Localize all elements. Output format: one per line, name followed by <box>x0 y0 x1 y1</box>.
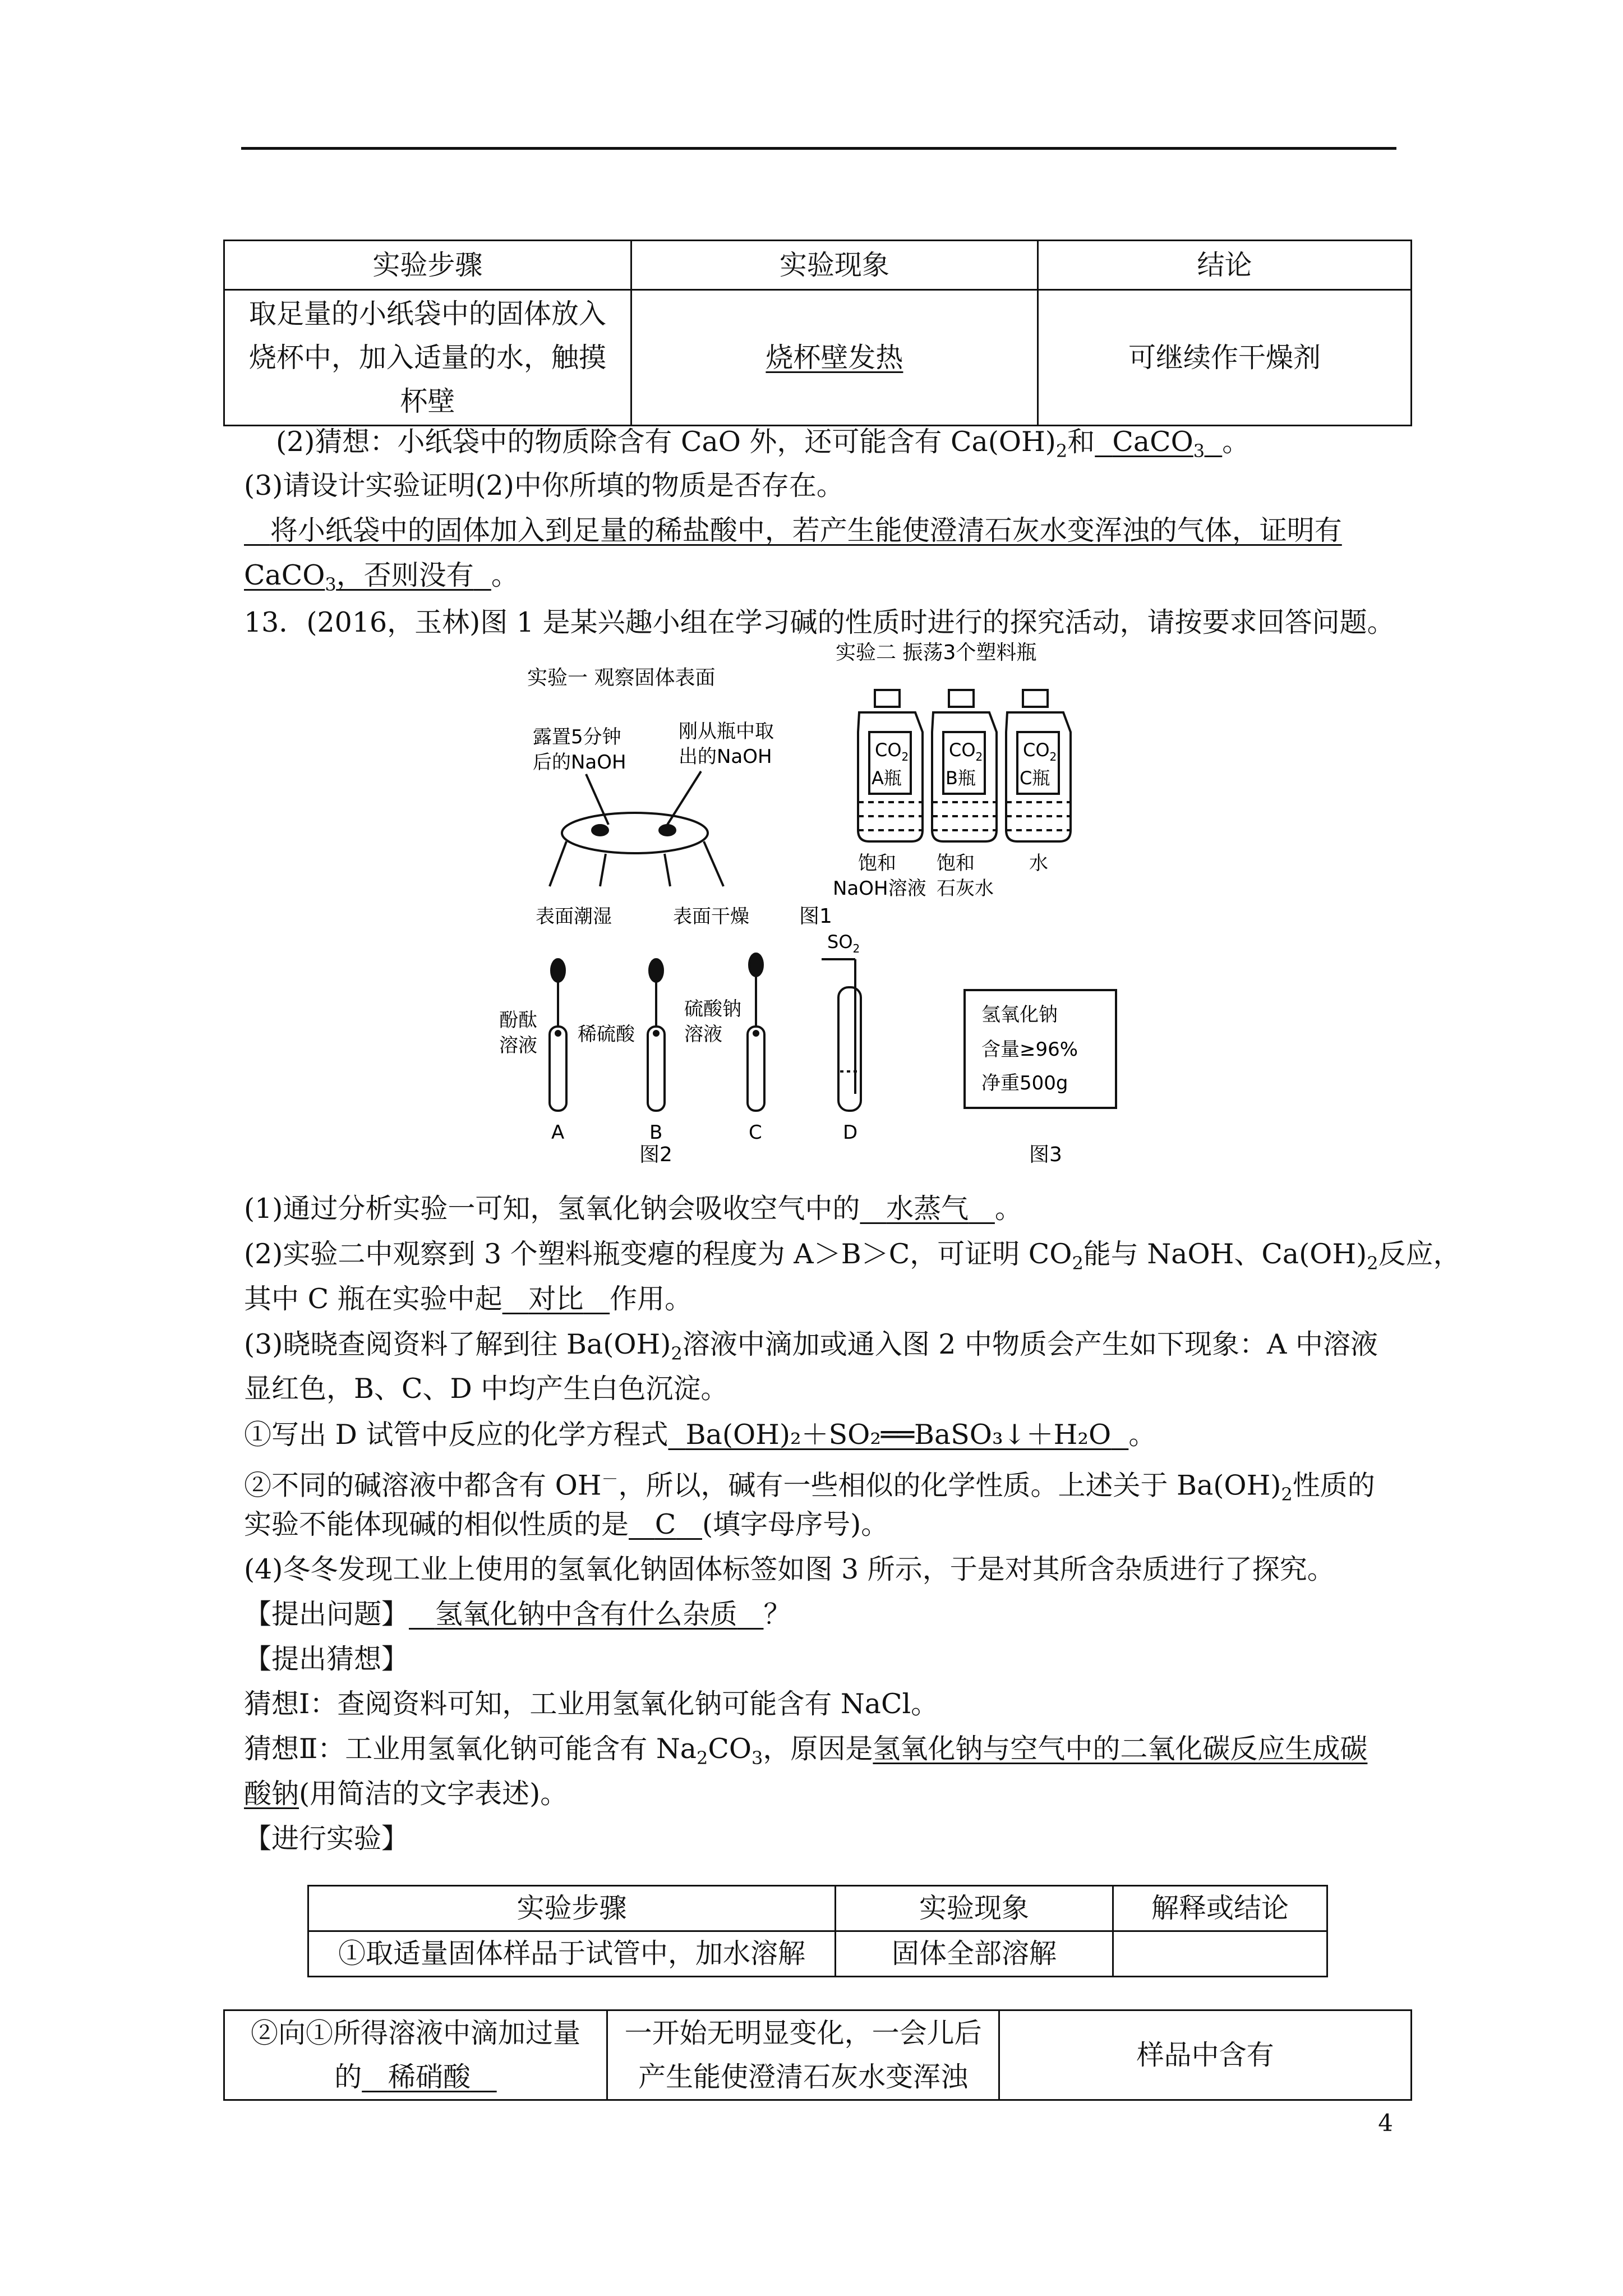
q13-3-sub: 2 <box>671 1342 683 1364</box>
q2-answer <box>1095 426 1222 462</box>
exp1-title: 实验一 观察固体表面 <box>527 666 716 689</box>
tube-a-label: A <box>551 1121 565 1144</box>
q13-part3-line2: 显红色，B、C、D 中均产生白色沉淀。 <box>244 1373 728 1405</box>
table1-header-conclusion: 结论 <box>1038 241 1412 290</box>
reagent-c-1: 硫酸钠 <box>684 998 741 1020</box>
q13-1-text: (1)通过分析实验一可知，氢氧化钠会吸收空气中的 <box>244 1193 860 1225</box>
q13-3-text-b: 溶液中滴加或通入图 2 中物质会产生如下现象：A 中溶液 <box>682 1328 1378 1360</box>
figure-3-caption: 图3 <box>1029 1143 1062 1166</box>
q13-3-text-a: (3)晓晓查阅资料了解到往 Ba(OH) <box>244 1328 671 1360</box>
tube-b-label: B <box>649 1121 663 1144</box>
q13-4-guess2-sub2: 3 <box>751 1747 763 1769</box>
q2-sub: 2 <box>1055 440 1068 462</box>
q13-2-text-b: 能与 NaOH、Ca(OH) <box>1083 1238 1367 1270</box>
tube-c-label: C <box>749 1121 762 1144</box>
watch-glass-icon <box>550 771 723 886</box>
q13-3-sub2-end: (填字母序号)。 <box>702 1508 889 1540</box>
q13-3-equation <box>668 1419 1128 1451</box>
label-fresh-2: 出的NaOH <box>679 746 772 768</box>
q13-2-text-c: 反应， <box>1378 1238 1461 1270</box>
bottle-a-gas: $CO_2$ <box>875 739 909 763</box>
q13-2-line2: 其中 C 瓶在实验中起 <box>244 1283 502 1315</box>
q3-answer-line2 <box>244 553 519 607</box>
q3-answer-underline-2 <box>244 559 491 595</box>
q13-3-sub2-line2: 实验不能体现碱的相似性质的是 <box>244 1508 629 1540</box>
table3-step-line-2 <box>233 2055 598 2099</box>
q13-4-ask-answer-text: 氢氧化钠中含有什么杂质 <box>435 1598 737 1630</box>
q13-4-exp-label: 【进行实验】 <box>244 1823 409 1855</box>
table3-step-answer-text: 稀硝酸 <box>388 2060 471 2093</box>
table1-step-line: 取足量的小纸袋中的固体放入 <box>248 297 606 330</box>
experiment-table-3 <box>223 2009 1412 2101</box>
q2-mid: 和 <box>1067 426 1095 458</box>
table3-phenomenon-cell <box>607 2010 999 2100</box>
q13-3-sub2-b: ，所以，碱有一些相似的化学性质。上述关于 Ba(OH) <box>618 1469 1281 1502</box>
experiment-table-2 <box>307 1885 1328 1977</box>
q13-4-ask <box>244 1592 791 1637</box>
header-rule <box>241 147 1396 150</box>
table1-step-cell <box>224 290 631 426</box>
bottle-b-icon <box>932 690 997 841</box>
q13-4-ask-end: ？ <box>763 1598 791 1630</box>
table3-step-answer <box>362 2061 496 2093</box>
reagent-a-2: 溶液 <box>499 1034 537 1057</box>
q13-3-sub2-sup: － <box>601 1470 619 1489</box>
label-fresh-1: 刚从瓶中取 <box>679 720 774 743</box>
label-box-line-1: 氢氧化钠 <box>981 1004 1058 1026</box>
bottle-a-content-1: 饱和 <box>858 852 896 875</box>
q13-part3-sub1 <box>244 1412 1156 1457</box>
q3-answer-line1 <box>244 508 1342 553</box>
q3-answer-text-2a: CaCO <box>244 559 325 591</box>
table1-phenomenon-cell <box>631 290 1038 426</box>
q13-1-end: 。 <box>994 1193 1022 1225</box>
q3-answer-text-1: 将小纸袋中的固体加入到足量的稀盐酸中，若产生能使澄清石灰水变浑浊的气体，证明有 <box>270 514 1342 546</box>
table2-row1-step: ①取适量固体样品于试管中，加水溶解 <box>308 1931 836 1977</box>
so2-label: $SO_2$ <box>827 931 860 955</box>
bottle-c-label: C瓶 <box>1020 767 1050 789</box>
q3-end: 。 <box>491 559 519 591</box>
q13-part1 <box>244 1186 1022 1231</box>
table2-header-step: 实验步骤 <box>308 1886 836 1931</box>
q13-4-guess2-answer-2: 酸钠 <box>244 1778 299 1810</box>
table2-header-phenomenon: 实验现象 <box>836 1886 1113 1931</box>
q13-4-guess2-c: ，原因是 <box>763 1733 873 1765</box>
table1-conclusion-cell: 可继续作干燥剂 <box>1038 290 1412 426</box>
question-13: 13．(2016，玉林)图 1 是某兴趣小组在学习碱的性质时进行的探究活动，请按要求回答问题。 <box>244 606 1395 638</box>
q13-2-sub-a: 2 <box>1072 1252 1083 1274</box>
label-dry: 表面干燥 <box>673 905 749 928</box>
bottle-b-gas: $CO_2$ <box>949 739 983 763</box>
q13-part3-sub2-line2 <box>244 1502 888 1547</box>
bottle-a-content-2: NaOH溶液 <box>833 877 926 900</box>
q3-answer-underline <box>244 514 1342 546</box>
bottle-c-gas: $CO_2$ <box>1023 739 1057 763</box>
q3-answer-text-2b: ，否则没有 <box>336 559 474 591</box>
bottle-c-content-1: 水 <box>1029 852 1048 875</box>
experiment-table-1 <box>223 240 1412 426</box>
table1-phenomenon-answer: 烧杯壁发热 <box>766 341 903 374</box>
q13-3-answer <box>629 1508 702 1540</box>
q13-3-sub2-a: ②不同的碱溶液中都含有 OH <box>244 1469 602 1502</box>
q13-4-guess2-end: (用简洁的文字表述)。 <box>299 1778 568 1810</box>
page-number: 4 <box>1378 2109 1393 2137</box>
bottle-b-label: B瓶 <box>946 767 976 789</box>
label-exposed-1: 露置5分钟 <box>533 726 621 748</box>
label-wet: 表面潮湿 <box>536 905 612 928</box>
table2-header-conclusion: 解释或结论 <box>1113 1886 1327 1931</box>
q13-part4: (4)冬冬发现工业上使用的氢氧化钠固体标签如图 3 所示，于是对其所含杂质进行了探究。 <box>244 1553 1335 1585</box>
table2-row1-conclusion <box>1113 1931 1327 1977</box>
table3-step-b: 的 <box>334 2060 362 2093</box>
figure-2-caption: 图2 <box>639 1143 672 1166</box>
label-box-line-2: 含量≥96% <box>981 1038 1078 1061</box>
q13-3-sub1-text: ①写出 D 试管中反应的化学方程式 <box>244 1419 668 1451</box>
label-exposed-2: 后的NaOH <box>533 751 626 774</box>
bottle-a-icon <box>858 690 923 841</box>
q2-end: 。 <box>1222 426 1250 458</box>
q13-2-answer-text: 对比 <box>528 1283 584 1315</box>
q13-4-guess2-answer-1: 氢氧化钠与空气中的二氧化碳反应生成碳 <box>873 1733 1368 1765</box>
q13-3-answer-text: C <box>654 1508 676 1540</box>
dropper-c-icon <box>748 954 764 1111</box>
q2-answer-text: CaCO <box>1112 426 1193 458</box>
exp2-title: 实验二 振荡3个塑料瓶 <box>836 641 1037 664</box>
table1-step-line: 杯壁 <box>400 385 455 417</box>
q13-part2-line2 <box>244 1277 692 1322</box>
bottle-b-content-1: 饱和 <box>937 852 975 875</box>
q13-3-sub2-sub: 2 <box>1281 1484 1293 1506</box>
reagent-c-2: 溶液 <box>684 1023 722 1046</box>
q13-3-equation-text: Ba(OH)₂＋SO₂══BaSO₃↓＋H₂O <box>685 1419 1112 1451</box>
q13-4-guess1: 猜想Ⅰ：查阅资料可知，工业用氢氧化钠可能含有 NaCl。 <box>244 1688 939 1720</box>
q2-text: (2)猜想：小纸袋中的物质除含有 CaO 外，还可能含有 Ca(OH) <box>276 426 1056 458</box>
q13-2-end: 作用。 <box>610 1283 693 1315</box>
q13-4-guess-label: 【提出猜想】 <box>244 1643 409 1675</box>
q13-4-guess2-a: 猜想Ⅱ：工业用氢氧化钠可能含有 Na <box>244 1733 697 1765</box>
q13-2-answer <box>502 1283 610 1315</box>
q13-1-answer-text: 水蒸气 <box>886 1193 969 1225</box>
reagent-b: 稀硫酸 <box>578 1023 635 1046</box>
q13-4-ask-answer <box>409 1598 763 1630</box>
table1-step-line: 烧杯中，加入适量的水，触摸 <box>248 341 606 374</box>
table1-header-phenomenon: 实验现象 <box>631 241 1038 290</box>
q13-1-answer <box>860 1193 994 1225</box>
q2-answer-sub: 3 <box>1193 440 1205 462</box>
table3-phen-line-1: 一开始无明显变化，一会儿后 <box>624 2017 982 2049</box>
q13-3-sub2-c: 性质的 <box>1292 1469 1375 1502</box>
figure-1-caption: 图1 <box>799 905 832 928</box>
table3-step-line-1: ②向①所得溶液中滴加过量 <box>250 2017 580 2049</box>
dropper-a-icon <box>550 959 566 1111</box>
q13-3-sub1-end: 。 <box>1128 1419 1156 1451</box>
q13-2-text-a: (2)实验二中观察到 3 个塑料瓶变瘪的程度为 A＞B＞C，可证明 CO <box>244 1238 1072 1270</box>
label-box-line-3: 净重500g <box>981 1072 1068 1094</box>
test-tube-d-icon <box>822 959 861 1111</box>
table3-phen-line-2: 产生能使澄清石灰水变浑浊 <box>638 2060 969 2093</box>
q13-4-ask-label: 【提出问题】 <box>244 1598 409 1630</box>
q13-4-guess2-line2 <box>244 1772 568 1816</box>
q13-4-guess2-b: CO <box>708 1733 752 1765</box>
tube-d-label: D <box>843 1121 858 1144</box>
q3-answer-sub: 3 <box>325 573 336 595</box>
bottle-a-label: A瓶 <box>872 767 902 789</box>
q13-2-sub-b: 2 <box>1367 1252 1378 1274</box>
reagent-a-1: 酚酞 <box>499 1009 537 1032</box>
table3-conclusion-cell: 样品中含有 <box>999 2010 1412 2100</box>
table3-step-cell <box>224 2010 607 2100</box>
dropper-b-icon <box>648 959 665 1111</box>
bottle-b-content-2: 石灰水 <box>937 877 994 900</box>
table1-header-step: 实验步骤 <box>224 241 631 290</box>
bottle-c-icon <box>1006 690 1071 841</box>
q13-4-guess2-sub: 2 <box>696 1747 708 1769</box>
question-3: (3)请设计实验证明(2)中你所填的物质是否存在。 <box>244 470 844 501</box>
table2-row1-phenomenon: 固体全部溶解 <box>836 1931 1113 1977</box>
